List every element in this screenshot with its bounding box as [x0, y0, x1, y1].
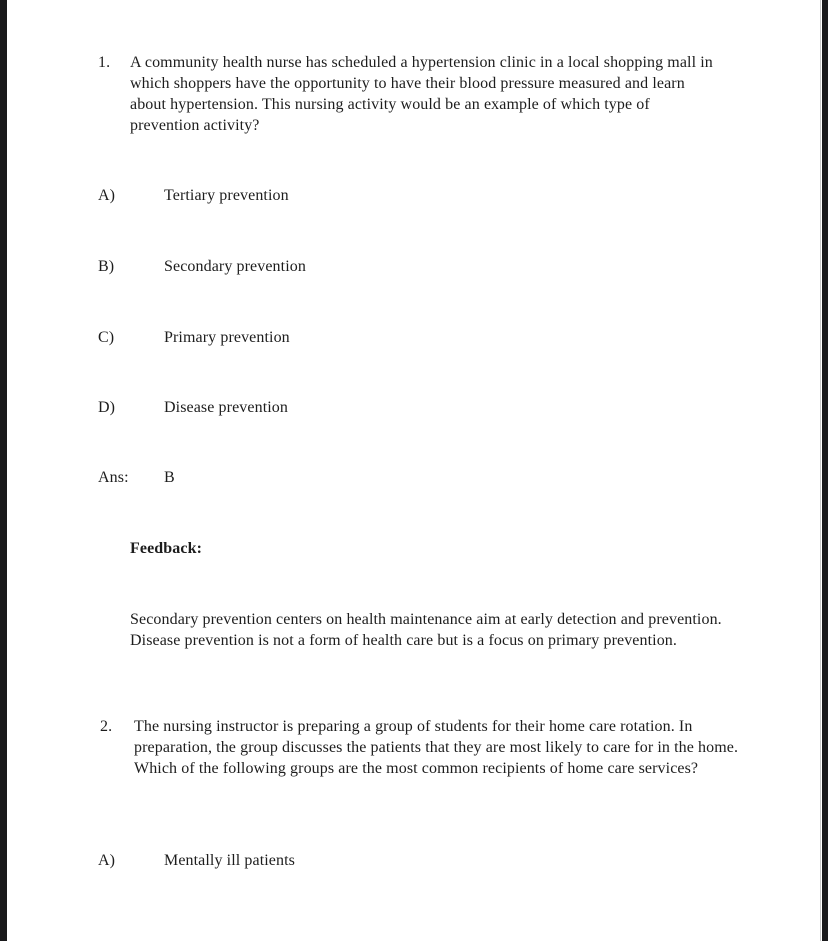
right-frame-bar	[822, 0, 828, 941]
option-letter: C)	[98, 329, 115, 346]
left-frame-bar	[0, 0, 7, 941]
question-1-answer-row	[98, 467, 175, 488]
option-letter: B)	[98, 258, 115, 275]
option-text: Mentally ill patients	[164, 852, 295, 869]
question-1	[98, 52, 715, 136]
option-letter: A)	[98, 187, 116, 204]
option-text: Disease prevention	[164, 399, 288, 416]
option-text: Secondary prevention	[164, 258, 306, 275]
question-1-option-c	[98, 327, 290, 348]
question-1-option-b	[98, 256, 306, 277]
question-2-option-a	[98, 850, 295, 871]
option-text: Tertiary prevention	[164, 187, 289, 204]
page-edge-line	[820, 0, 821, 941]
question-1-option-d	[98, 397, 288, 418]
option-letter: A)	[98, 852, 116, 869]
question-1-option-a	[98, 185, 289, 206]
question-2-text: The nursing instructor is preparing a group of students for their home care rotation. In preparation, the group discusses the patients that they are most likely to care for in the home. Which of the following groups are the most common recipients of home care services?	[134, 718, 739, 777]
option-text: Primary prevention	[164, 329, 290, 346]
question-1-text: A community health nurse has scheduled a hypertension clinic in a local shopping mall in which shoppers have the opportunity to have their blood pressure measured and learn about hypertension. This nursing activity would be an example of which type of prevention activity?	[130, 54, 713, 134]
question-1-number: 1.	[98, 54, 111, 71]
answer-value: B	[164, 469, 175, 486]
question-2-number: 2.	[100, 718, 113, 735]
feedback-heading: Feedback:	[130, 540, 203, 557]
answer-label: Ans:	[98, 469, 129, 486]
option-letter: D)	[98, 399, 116, 416]
feedback-text: Secondary prevention centers on health maintenance aim at early detection and prevention. Disease prevention is not a form of health care but is a focus on primary prevention.	[130, 611, 722, 649]
question-2	[100, 716, 742, 779]
